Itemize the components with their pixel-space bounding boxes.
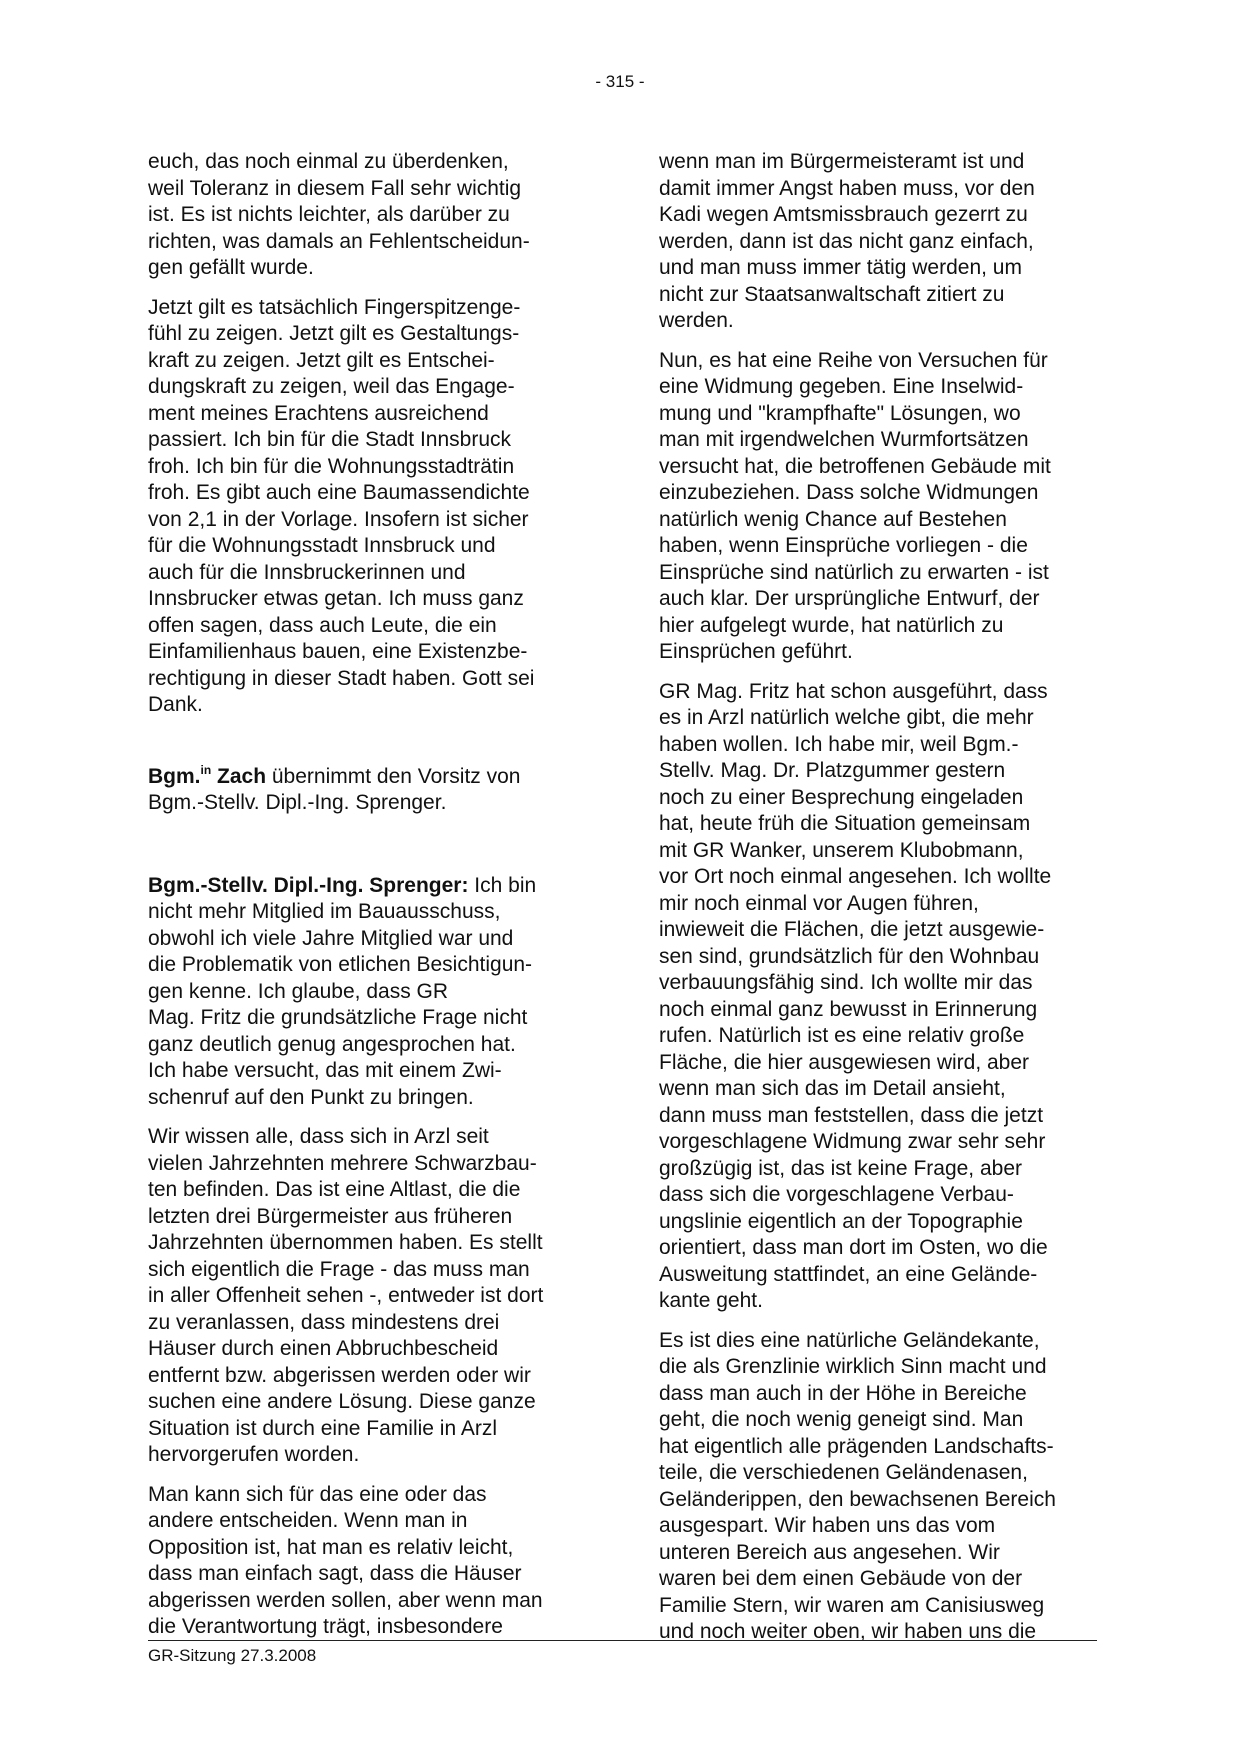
text-line: Nun, es hat eine Reihe von Versuchen für [659,348,1048,372]
text-line: sen sind, grundsätzlich für den Wohnbau [659,944,1040,968]
text-line: Innsbrucker etwas getan. Ich muss ganz [148,587,524,610]
paragraph [148,149,588,282]
speaker-label: Bgm.-Stellv. Dipl.-Ing. Sprenger: [148,873,469,897]
text-line: die Problematik von etlichen Besichtigun- [148,953,533,976]
text-line: suchen eine andere Lösung. Diese ganze [148,1390,536,1413]
text-line: fühl zu zeigen. Jetzt gilt es Gestaltungs- [148,322,520,345]
paragraph [659,348,1099,666]
page-number: - 315 - [595,72,645,91]
text-line: Mag. Fritz die grundsätzliche Frage nicht [148,1006,528,1029]
text-line: noch zu einer Besprechung eingeladen [659,785,1024,809]
speaker-text [148,899,588,1111]
chair-change-note [148,764,588,817]
text-line: Familie Stern, wir waren am Canisiusweg [659,1593,1045,1617]
text-line: kante geht. [659,1289,763,1312]
text-line: mit GR Wanker, unserem Klubobmann, [659,838,1024,862]
paragraph [148,295,588,719]
text-line: nicht zur Staatsanwaltschaft zitiert zu [659,282,1005,306]
text-line: einzubeziehen. Dass solche Widmungen [659,481,1039,504]
text-line: für die Wohnungsstadt Innsbruck und [148,534,496,557]
speaker-paragraph [148,873,588,1112]
paragraph [148,1482,588,1641]
text-line: die Verantwortung trägt, insbesondere [148,1615,503,1638]
text-line: kraft zu zeigen. Jetzt gilt es Entschei- [148,348,495,372]
chair-change-line-1: Bgm.$^{in}$ Zach übernimmt den Vorsitz von [148,762,521,788]
text-line: obwohl ich viele Jahre Mitglied war und [148,926,514,950]
text-line: abgerissen werden sollen, aber wenn man [148,1588,543,1612]
paragraph [659,679,1099,1315]
text-line: ganz deutlich genug angesprochen hat. [148,1032,516,1056]
text-line: auch klar. Der ursprüngliche Entwurf, der [659,587,1040,610]
text-line: nicht mehr Mitglied im Bauausschuss, [148,900,501,923]
text-line: Ich habe versucht, das mit einem Zwi- [148,1059,502,1082]
text-line: in aller Offenheit sehen -, entweder ist dort [148,1284,544,1307]
speaker-name: Bgm.$^{in}$ Zach [148,762,267,788]
text-line: verbauungsfähig sind. Ich wollte mir das [659,971,1033,994]
text-line: großzügig ist, das ist keine Frage, aber [659,1156,1023,1180]
text-line: hier aufgelegt wurde, hat natürlich zu [659,613,1004,637]
text-line: dass man einfach sagt, dass die Häuser [148,1562,522,1585]
text-line: gen kenne. Ich glaube, dass GR [148,979,449,1003]
text-line: Situation ist durch eine Familie in Arzl [148,1416,497,1440]
text-line: Jetzt gilt es tatsächlich Fingerspitzenge- [148,295,521,319]
text-line: und man muss immer tätig werden, um [659,256,1022,279]
text-line: Jahrzehnten übernommen haben. Es stellt [148,1231,543,1254]
text-line: ment meines Erachtens ausreichend [148,401,489,425]
text-line: Man kann sich für das eine oder das [148,1482,487,1506]
text-line: hat, heute früh die Situation gemeinsam [659,812,1031,835]
text-line: Es ist dies eine natürliche Geländekante, [659,1328,1040,1352]
text-line: Dank. [148,693,203,716]
text-line: Fläche, die hier ausgewiesen wird, aber [659,1050,1030,1074]
text-line: werden. [659,309,734,332]
text-line: die als Grenzlinie wirklich Sinn macht und [659,1355,1047,1378]
text-line: zu veranlassen, dass mindestens drei [148,1310,500,1334]
text-line: Stellv. Mag. Dr. Platzgummer gestern [659,759,1006,782]
text-line: Ausweitung stattfindet, an eine Gelände- [659,1262,1038,1286]
text-line: versucht hat, die betroffenen Gebäude mit [659,454,1051,478]
text-line: sich eigentlich die Frage - das muss man [148,1257,530,1281]
text-line: unteren Bereich aus angesehen. Wir [659,1540,1000,1564]
paragraph [148,1124,588,1469]
text-line: waren bei dem einen Gebäude von der [659,1567,1023,1590]
text-line: Einsprüche sind natürlich zu erwarten - ist [659,560,1049,584]
text-line: Kadi wegen Amtsmissbrauch gezerrt zu [659,203,1028,226]
text-line: vielen Jahrzehnten mehrere Schwarzbau- [148,1151,537,1175]
text-line: andere entscheiden. Wenn man in [148,1509,468,1532]
paragraph [659,1328,1099,1646]
text-line: froh. Es gibt auch eine Baumassendichte [148,481,530,504]
text-line: weil Toleranz in diesem Fall sehr wichtig [148,176,522,200]
text-line: passiert. Ich bin für die Stadt Innsbruck [148,428,512,451]
text-line: GR Mag. Fritz hat schon ausgeführt, dass [659,679,1048,703]
text-line: dungskraft zu zeigen, weil das Engage- [148,375,515,398]
text-line: Häuser durch einen Abbruchbescheid [148,1337,499,1360]
text-line: gen gefällt wurde. [148,256,314,279]
left-column [148,149,588,1654]
text-line: letzten drei Bürgermeister aus früheren [148,1204,513,1228]
text-line: wenn man im Bürgermeisteramt ist und [659,150,1025,173]
spacer [148,830,588,873]
text-line: dass sich die vorgeschlagene Verbau- [659,1183,1014,1206]
text-line: entfernt bzw. abgerissen werden oder wir [148,1363,531,1387]
text-line: damit immer Angst haben muss, vor den [659,176,1035,200]
speaker-first-line: Bgm.-Stellv. Dipl.-Ing. Sprenger: Ich bin [148,873,537,897]
text-line: schenruf auf den Punkt zu bringen. [148,1085,474,1109]
text-line: und noch weiter oben, wir haben uns die [659,1620,1037,1643]
text-line: Einfamilienhaus bauen, eine Existenzbe- [148,640,528,663]
text-line: ist. Es ist nichts leichter, als darüber zu [148,203,510,226]
text-line: euch, das noch einmal zu überdenken, [148,150,509,173]
text-line: teile, die verschiedenen Geländenasen, [659,1461,1028,1484]
text-line: Einsprüchen geführt. [659,640,853,663]
text-line: es in Arzl natürlich welche gibt, die mehr [659,706,1034,729]
text-line: hervorgerufen worden. [148,1443,360,1466]
text-line: hat eigentlich alle prägenden Landschafts- [659,1434,1054,1458]
text-line: rufen. Natürlich ist es eine relativ große [659,1024,1025,1047]
text-line: mung und "krampfhafte" Lösungen, wo [659,401,1021,425]
text-line: rechtigung in dieser Stadt haben. Gott sei [148,666,535,690]
text-line: auch für die Innsbruckerinnen und [148,560,466,584]
text-line: eine Widmung gegeben. Eine Inselwid- [659,375,1024,398]
text-line: von 2,1 in der Vorlage. Insofern ist sicher [148,507,529,531]
text-line: ungslinie eigentlich an der Topographie [659,1209,1023,1233]
text-line: ten befinden. Das ist eine Altlast, die die [148,1178,521,1201]
text-line: wenn man sich das im Detail ansieht, [659,1077,1006,1100]
text-line: mir noch einmal vor Augen führen, [659,891,979,915]
text-line: Geländerippen, den bewachsenen Bereich [659,1487,1056,1511]
text-line: werden, dann ist das nicht ganz einfach, [659,229,1034,253]
spacer [148,732,588,764]
text-line: dass man auch in der Höhe in Bereiche [659,1381,1027,1405]
footer-text: GR-Sitzung 27.3.2008 [148,1646,317,1665]
right-column [659,149,1099,1659]
text-line: Opposition ist, hat man es relativ leicht, [148,1535,514,1559]
text-line: man mit irgendwelchen Wurmfortsätzen [659,428,1029,451]
text-line: vorgeschlagene Widmung zwar sehr sehr [659,1130,1046,1153]
text-line: noch einmal ganz bewusst in Erinnerung [659,997,1038,1021]
text-line: richten, was damals an Fehlentscheidun- [148,229,530,253]
text-line: ausgespart. Wir haben uns das vom [659,1514,996,1537]
paragraph [659,149,1099,335]
text-line: haben, wenn Einsprüche vorliegen - die [659,534,1028,557]
text-line: inwieweit die Flächen, die jetzt ausgewie- [659,918,1045,941]
text-line: natürlich wenig Chance auf Bestehen [659,507,1007,531]
text-line: offen sagen, dass auch Leute, die ein [148,613,497,637]
text-line: geht, die noch wenig geneigt sind. Man [659,1408,1024,1431]
text-line: orientiert, dass man dort im Osten, wo die [659,1236,1048,1259]
text-line: vor Ort noch einmal angesehen. Ich wollte [659,865,1052,888]
text-line: Wir wissen alle, dass sich in Arzl seit [148,1125,489,1148]
chair-change-line-2: Bgm.-Stellv. Dipl.-Ing. Sprenger. [148,791,447,814]
text-line: froh. Ich bin für die Wohnungsstadträtin [148,454,515,478]
text-line: haben wollen. Ich habe mir, weil Bgm.- [659,732,1019,756]
footer-rule [148,1640,1097,1641]
text-line: dann muss man feststellen, dass die jetzt [659,1103,1044,1127]
